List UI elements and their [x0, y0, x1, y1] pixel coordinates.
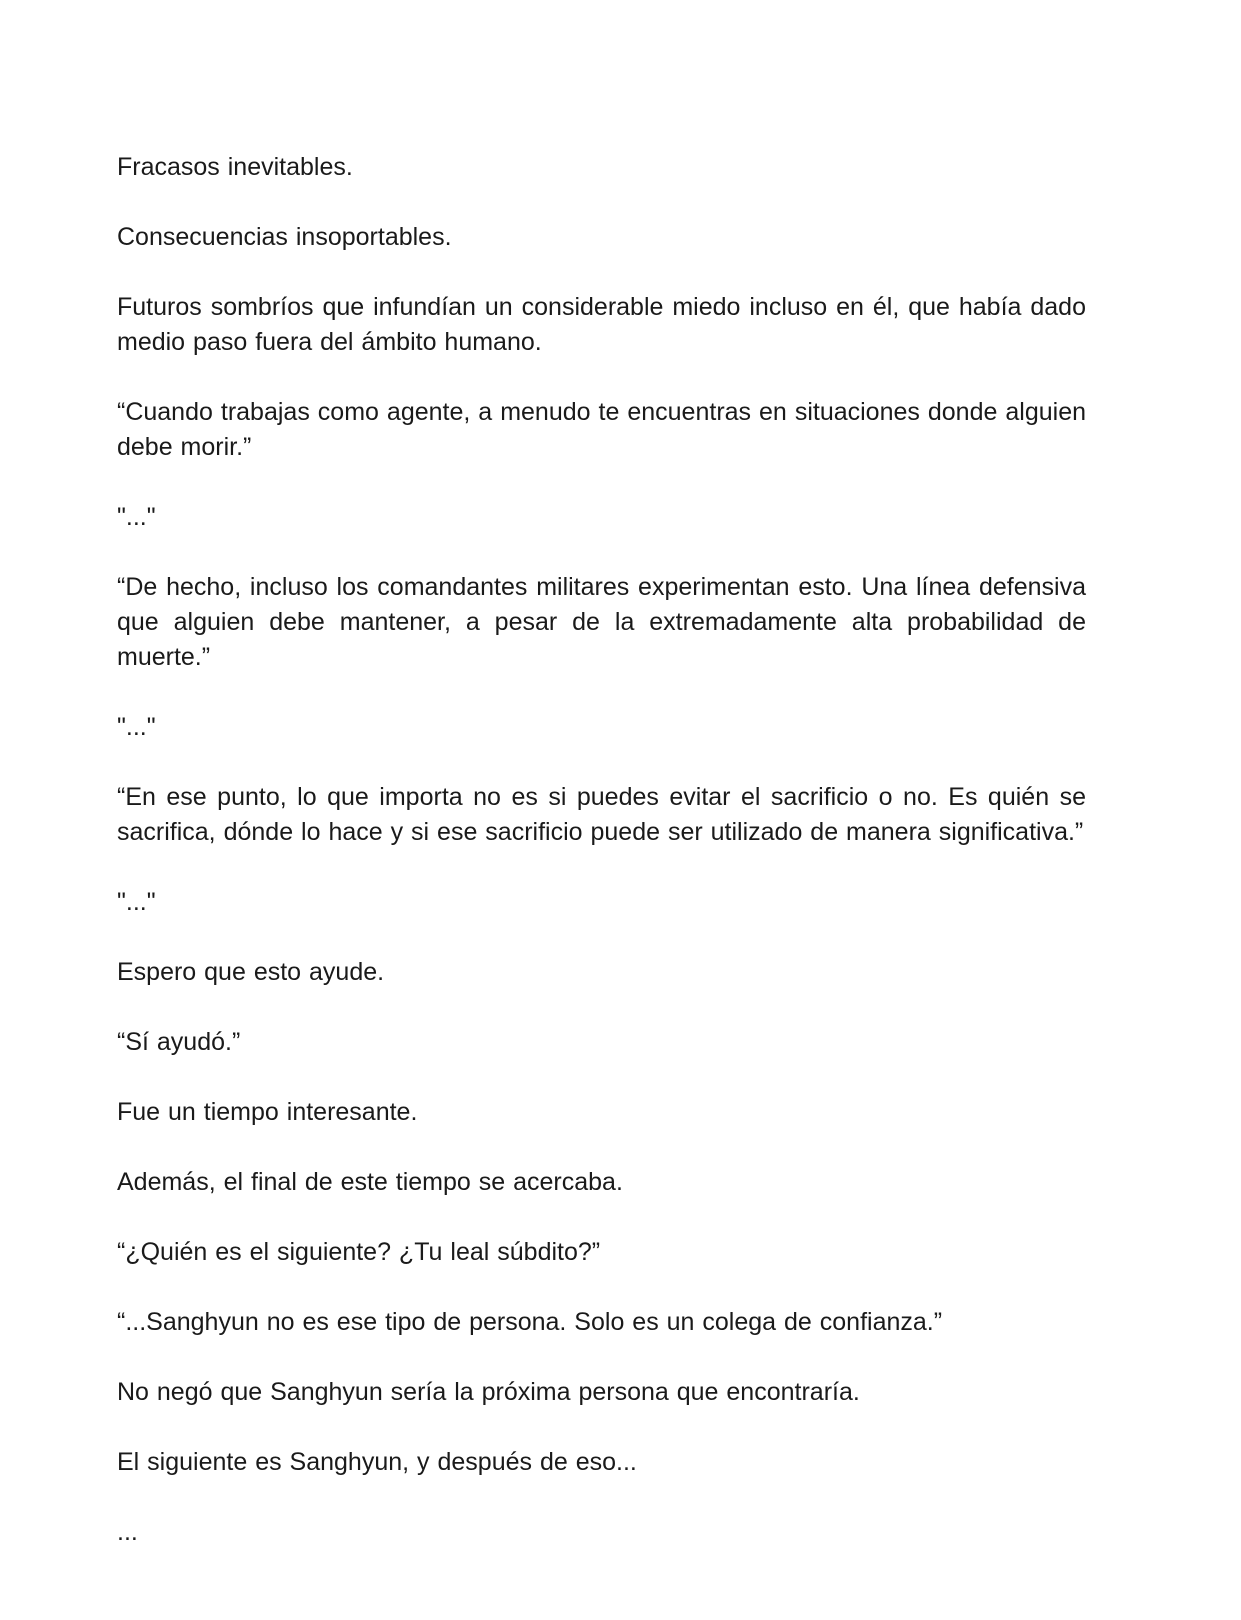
paragraph: El siguiente es Sanghyun, y después de eso...	[117, 1448, 637, 1476]
paragraph: Fracasos inevitables.	[117, 153, 353, 181]
dialogue-paragraph: “De hecho, incluso los comandantes militares experimentan esto. Una línea defensiva que alguien debe mantener, a pesar de la extremadamente alta probabilidad de muerte.”	[117, 573, 1086, 671]
dialogue-paragraph: “...Sanghyun no es ese tipo de persona. Solo es un colega de confianza.”	[117, 1308, 943, 1336]
dialogue-paragraph: “Cuando trabajas como agente, a menudo te encuentras en situaciones donde alguien debe morir.”	[117, 398, 1086, 461]
ellipsis-paragraph: "..."	[117, 503, 156, 531]
dialogue-paragraph: “Sí ayudó.”	[117, 1028, 241, 1056]
ellipsis-paragraph: ...	[117, 1518, 138, 1546]
paragraph: Consecuencias insoportables.	[117, 223, 452, 251]
paragraph: Fue un tiempo interesante.	[117, 1098, 418, 1126]
dialogue-paragraph: “¿Quién es el siguiente? ¿Tu leal súbdito?”	[117, 1238, 601, 1266]
ellipsis-paragraph: "..."	[117, 888, 156, 916]
paragraph: Además, el final de este tiempo se acercaba.	[117, 1168, 623, 1196]
paragraph: Futuros sombríos que infundían un considerable miedo incluso en él, que había dado medio paso fuera del ámbito humano.	[117, 293, 1086, 356]
document-body	[117, 150, 1086, 1585]
paragraph: Espero que esto ayude.	[117, 958, 385, 986]
dialogue-paragraph: “En ese punto, lo que importa no es si puedes evitar el sacrificio o no. Es quién se sacrifica, dónde lo hace y si ese sacrificio puede ser utilizado de manera significativa.”	[117, 783, 1086, 846]
paragraph: No negó que Sanghyun sería la próxima persona que encontraría.	[117, 1378, 860, 1406]
ellipsis-paragraph: "..."	[117, 713, 156, 741]
